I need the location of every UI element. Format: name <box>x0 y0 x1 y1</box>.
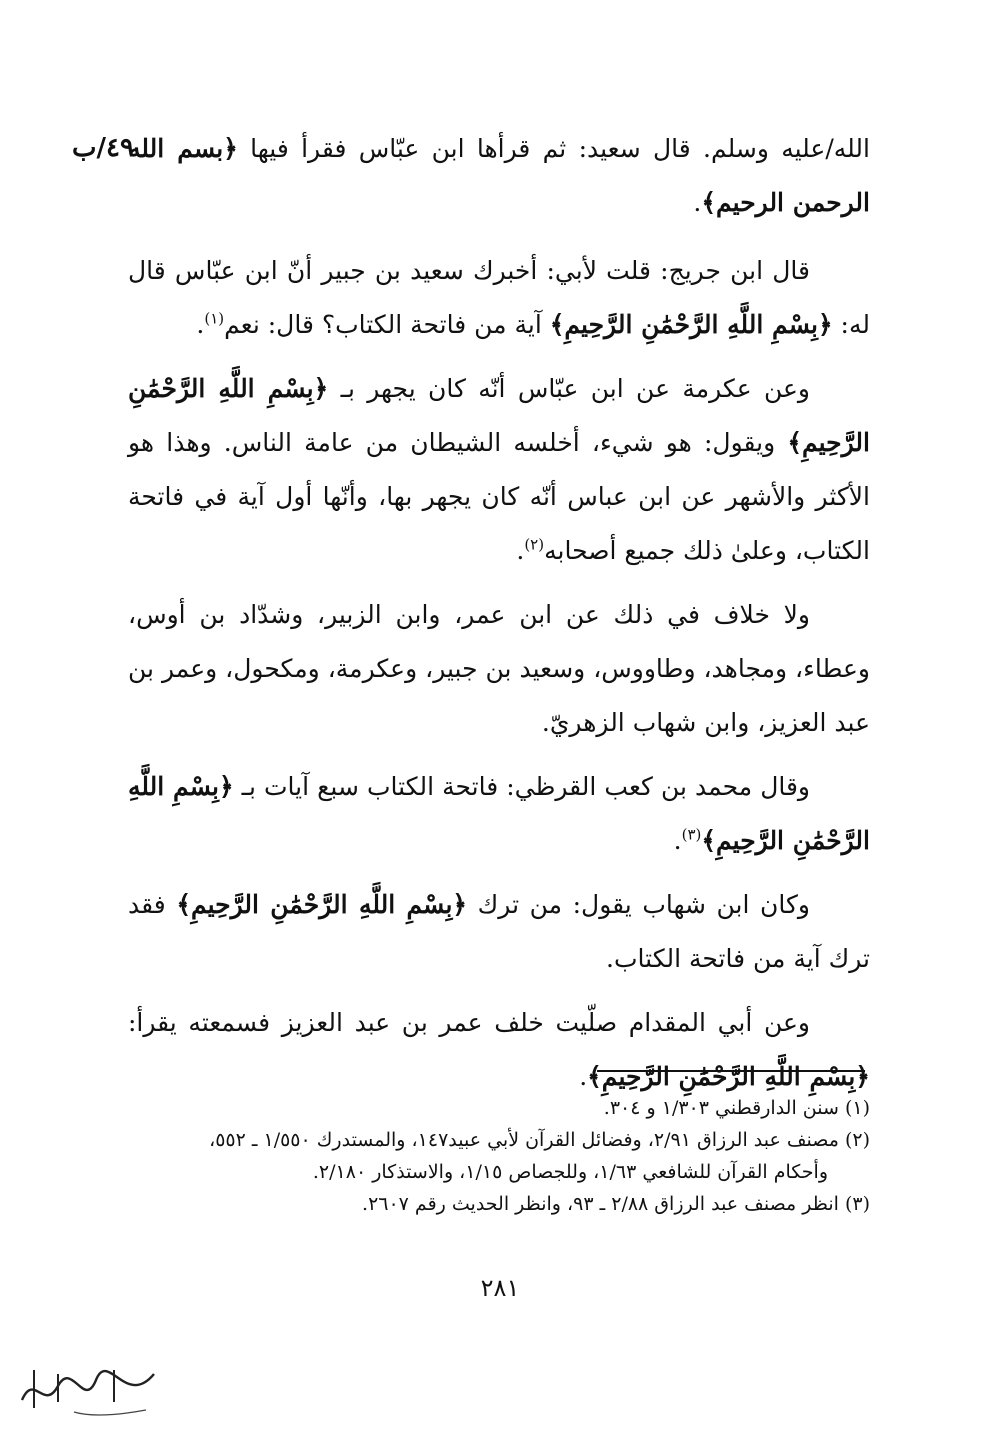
paragraph-text: آية من فاتحة الكتاب؟ قال: نعم <box>224 310 550 339</box>
quran-quote: ﴿بِسْمِ اللَّهِ الرَّحْمَٰنِ الرَّحِيمِ﴾ <box>587 1062 870 1091</box>
footnote-reference: (١) <box>204 309 225 328</box>
paragraph <box>128 878 870 986</box>
paragraph-text: وقال محمد بن كعب القرظي: فاتحة الكتاب سبع آيات بـ <box>233 772 810 801</box>
quran-quote: ﴿بِسْمِ اللَّهِ الرَّحْمَٰنِ الرَّحِيمِ﴾ <box>128 374 870 457</box>
footnotes <box>160 1092 870 1220</box>
paragraph-text: . <box>196 310 205 339</box>
paragraph <box>128 362 870 578</box>
paragraph-text: قال ابن جريج: قلت لأبي: أخبرك سعيد بن جبير أنّ ابن عبّاس قال له: <box>128 256 870 339</box>
paragraph-text: . <box>673 826 682 855</box>
paragraph-text: . <box>516 536 525 565</box>
paragraph-text: . <box>693 188 702 217</box>
paragraph-text: وعن أبي المقدام صلّيت خلف عمر بن عبد العزيز فسمعته يقرأ: <box>128 1008 810 1037</box>
paragraph <box>128 588 870 750</box>
paragraph <box>128 760 870 868</box>
footnote-line: (٢) مصنف عبد الرزاق ٢/٩١، وفضائل القرآن لأبي عبيد١٤٧، والمستدرك ١/٥٥٠ ـ ٥٥٢، <box>209 1129 870 1151</box>
footnote-reference: (٢) <box>524 535 545 554</box>
quran-quote: ﴿بِسْمِ اللَّهِ الرَّحْمَٰنِ الرَّحِيمِ﴾ <box>176 890 468 919</box>
body-text <box>128 122 870 1114</box>
paragraph-text: وعن عكرمة عن ابن عبّاس أنّه كان يجهر بـ <box>328 374 810 403</box>
paragraph-text: فقد ترك آية من فاتحة الكتاب. <box>128 890 870 973</box>
paragraph <box>128 244 870 352</box>
footnote-line: وأحكام القرآن للشافعي ١/٦٣، وللجصاص ١/١٥، والاستذكار ٢/١٨٠. <box>312 1161 828 1183</box>
paragraph-text: . <box>579 1062 588 1091</box>
margin-folio-reference: ٤٩/ب <box>72 133 134 163</box>
paragraph <box>128 122 870 230</box>
paragraph-text: ويقول: هو شيء، أخلسه الشيطان من عامة الناس. وهذا هو الأكثر والأشهر عن ابن عباس أنّه كان يجهر بها، وأنّها أول آية في فاتحة الكتاب، وعلىٰ ذلك جميع أصحابه <box>128 428 870 565</box>
footnote-reference: (٣) <box>681 825 702 844</box>
page-number: ٢٨١ <box>480 1274 520 1302</box>
paragraph <box>128 996 870 1104</box>
paragraph-text: وكان ابن شهاب يقول: من ترك <box>467 890 810 919</box>
paragraph-text: الله/عليه وسلم. قال سعيد: ثم قرأها ابن عبّاس فقرأ فيها <box>237 134 870 163</box>
footnote-line: (٣) انظر مصنف عبد الرزاق ٢/٨٨ ـ ٩٣، وانظر الحديث رقم ٢٦٠٧. <box>362 1193 870 1215</box>
footnote-separator <box>597 1070 865 1072</box>
footnote-line: (١) سنن الدارقطني ١/٣٠٣ و ٣٠٤. <box>603 1097 870 1119</box>
paragraph-text: ولا خلاف في ذلك عن ابن عمر، وابن الزبير، وشدّاد بن أوس، وعطاء، ومجاهد، وطاووس، وسعيد بن جبير، وعكرمة، ومكحول، وعمر بن عبد العزيز، وابن شهاب الزهريّ. <box>128 600 870 737</box>
quran-quote: ﴿بِسْمِ اللَّهِ الرَّحْمَٰنِ الرَّحِيمِ﴾ <box>128 772 870 855</box>
quran-quote: ﴿بِسْمِ اللَّهِ الرَّحْمَٰنِ الرَّحِيمِ﴾ <box>549 310 833 339</box>
quran-quote: ﴿بسم الله الرحمن الرحيم﴾ <box>128 134 870 217</box>
library-stamp-logo <box>14 1352 164 1422</box>
